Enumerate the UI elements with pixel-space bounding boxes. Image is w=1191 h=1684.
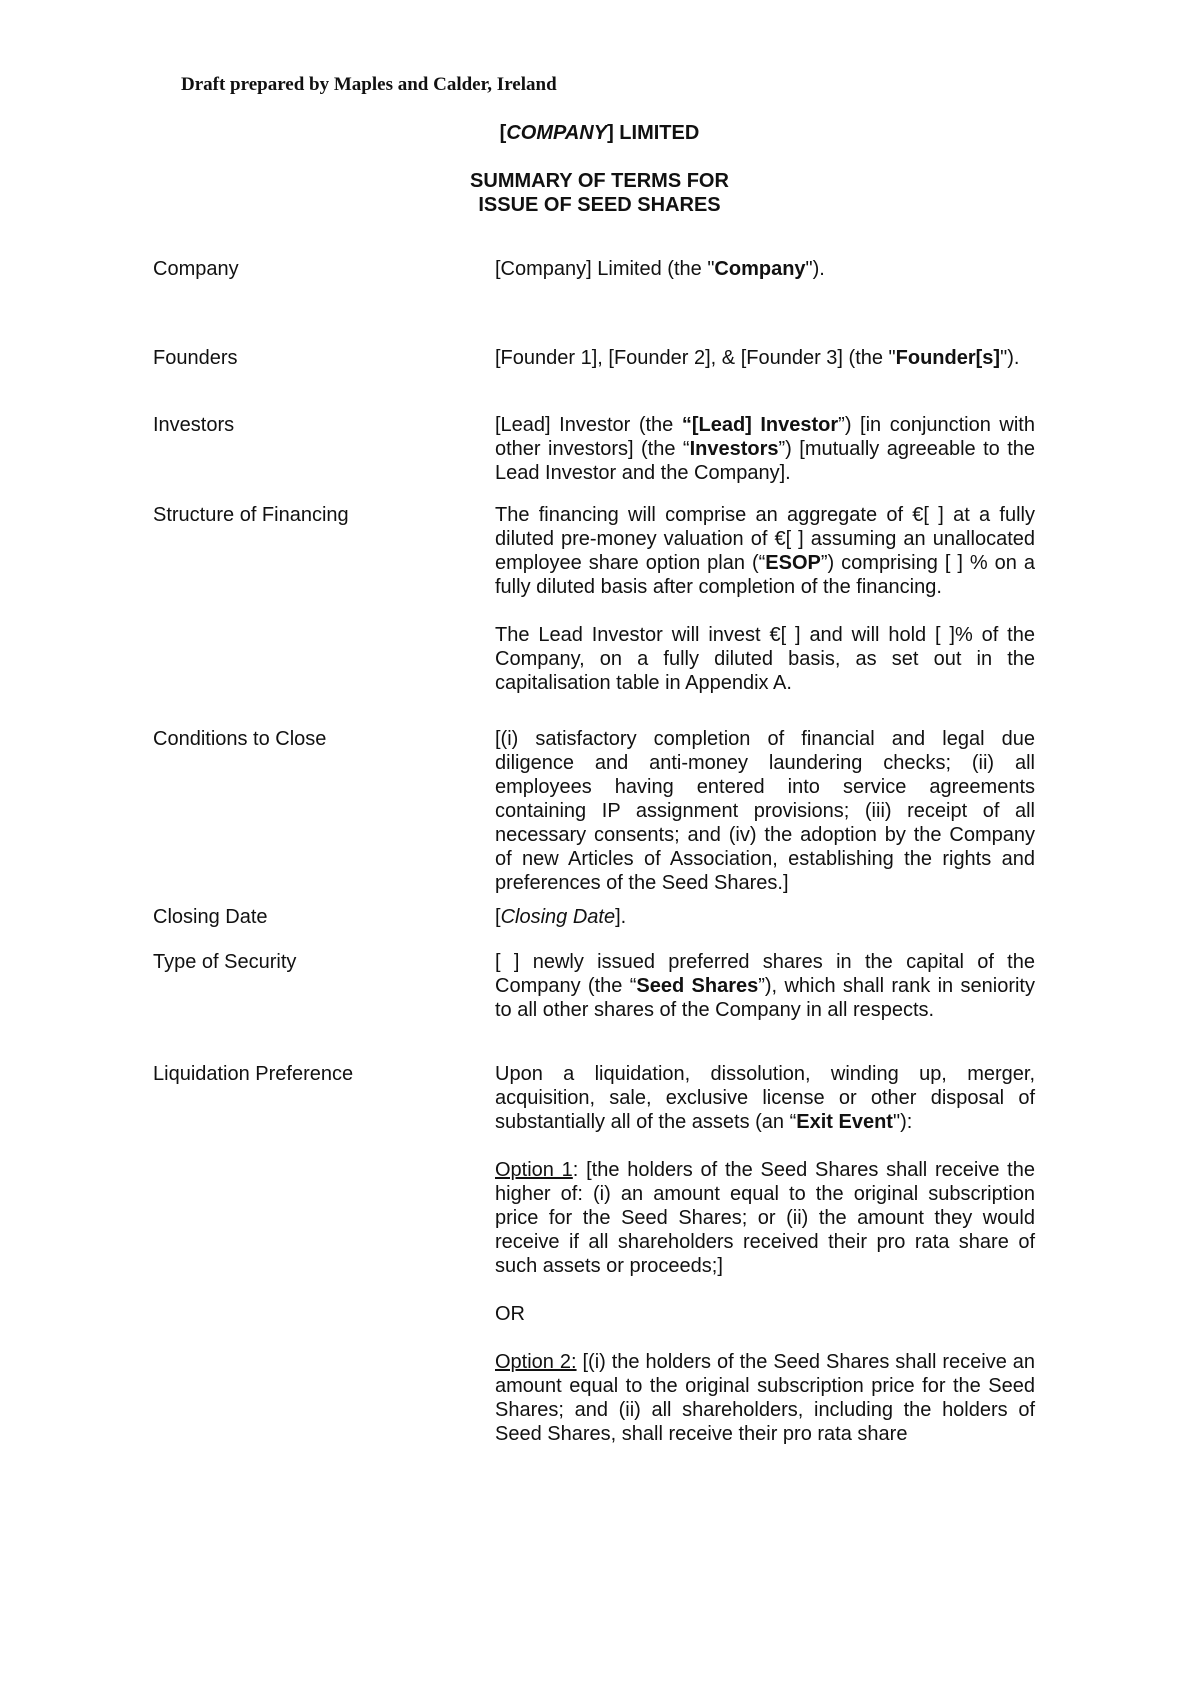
company-title (4, 121, 1191, 145)
option-label: Option 1 (495, 1159, 573, 1181)
term-label-closing-date: Closing Date (153, 906, 268, 928)
defined-term: Seed Shares (636, 975, 759, 997)
term-label-founders: Founders (153, 347, 238, 369)
paragraph (495, 503, 1035, 599)
term-label-liquidation-preference: Liquidation Preference (153, 1063, 354, 1085)
term-text: The financing will comprise an aggregate of €[ ] at a fully diluted pre-money valuation of €[ ] assuming an unallocated employee share option plan (“ (495, 504, 1035, 574)
paragraph-option-2 (495, 1350, 1035, 1446)
option-label: Option 2: (495, 1351, 577, 1373)
term-text: [Company] Limited (the " (495, 258, 715, 280)
term-text: ”), which shall rank in seniority to all other shares of the Company in all respects. (495, 975, 1035, 1021)
term-text: ]. (615, 906, 627, 928)
term-text: Upon a liquidation, dissolution, winding up, merger, acquisition, sale, exclusive license or other disposal of substantially all of the assets (an “ (495, 1063, 1035, 1133)
term-body-closing-date (495, 905, 1035, 929)
defined-term: ESOP (765, 552, 821, 574)
term-body-structure-of-financing (495, 503, 1035, 695)
defined-term: Founder[s] (895, 347, 1001, 369)
defined-term: Exit Event (796, 1111, 893, 1133)
term-body-liquidation-preference (495, 1062, 1035, 1446)
defined-term: Company (714, 258, 806, 280)
term-text: "): (892, 1111, 913, 1133)
term-body-investors (495, 413, 1035, 485)
paragraph: The Lead Investor will invest €[ ] and will hold [ ]% of the Company, on a fully diluted basis, as set out in the capitalisation table in Appendix A. (495, 624, 1035, 694)
term-body-company (495, 257, 1035, 281)
defined-term: “[Lead] Investor (681, 414, 839, 436)
term-label-conditions-to-close: Conditions to Close (153, 728, 327, 750)
term-label-type-of-security: Type of Security (153, 951, 297, 973)
paragraph-option-1 (495, 1158, 1035, 1278)
company-title-close: ] LIMITED (607, 122, 700, 144)
term-label-investors: Investors (153, 414, 235, 436)
term-body-conditions-to-close: [(i) satisfactory completion of financial and legal due diligence and anti-money laundering checks; (ii) all employees having entered into service agreements containing IP assignment provisions; (iii) receipt of all necessary consents; and (iv) the adoption by the Company of new Articles of Association, establishing the rights and preferences of the Seed Shares.] (495, 728, 1035, 894)
document-title-line1: SUMMARY OF TERMS FOR (470, 170, 729, 192)
term-text: [ ] newly issued preferred shares in the capital of the Company (the “ (495, 951, 1035, 997)
term-text: [Founder 1], [Founder 2], & [Founder 3] (the " (495, 347, 896, 369)
term-text: "). (805, 258, 825, 280)
term-body-founders (495, 346, 1035, 370)
term-text: [ (495, 906, 501, 928)
paragraph (495, 1062, 1035, 1134)
term-label-structure-of-financing: Structure of Financing (153, 504, 349, 526)
defined-term: Investors (689, 438, 779, 460)
term-text: ”) [in conjunction with other investors] (the “ (495, 414, 1035, 460)
term-text: [(i) the holders of the Seed Shares shall receive an amount equal to the original subscription price for the Seed Shares; and (ii) all shareholders, including the holders of Seed Shares, shall receive their pro rata share (495, 1351, 1035, 1445)
company-title-italic: COMPANY (506, 122, 608, 144)
document-title-line2: ISSUE OF SEED SHARES (478, 194, 721, 216)
term-body-type-of-security (495, 950, 1035, 1022)
paragraph-or: OR (495, 1303, 525, 1325)
draft-note: Draft prepared by Maples and Calder, Ireland (181, 74, 557, 95)
company-title-open: [ (499, 122, 507, 144)
term-text: "). (1000, 347, 1020, 369)
term-text: [Lead] Investor (the (495, 414, 682, 436)
placeholder-term: Closing Date (500, 906, 616, 928)
term-label-company: Company (153, 258, 239, 280)
document-title (4, 169, 1191, 217)
term-text: ”) [mutually agreeable to the Lead Investor and the Company]. (495, 438, 1036, 484)
term-text: : [the holders of the Seed Shares shall receive the higher of: (i) an amount equal to the original subscription price for the Seed Shares; or (ii) the amount they would receive if all shareholders received their pro rata share of such assets or proceeds;] (495, 1159, 1035, 1277)
term-text: ”) comprising [ ] % on a fully diluted basis after completion of the financing. (495, 552, 1035, 598)
